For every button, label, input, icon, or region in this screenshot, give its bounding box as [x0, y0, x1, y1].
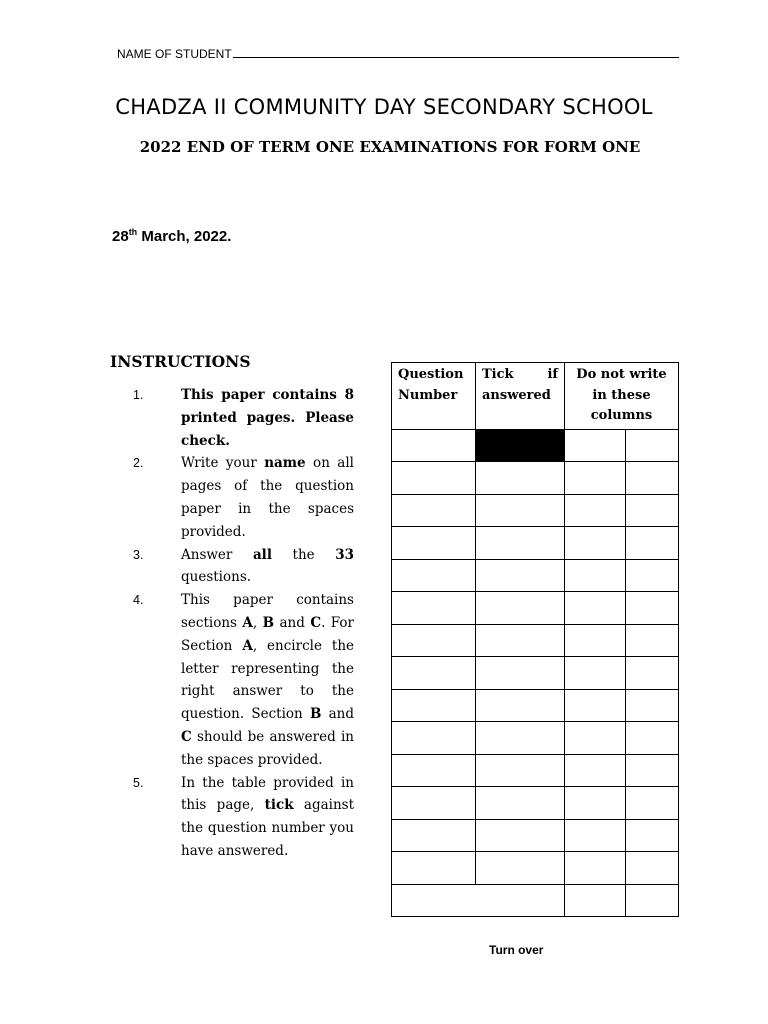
marker-cell-1	[565, 559, 626, 592]
tick-cell[interactable]	[476, 592, 565, 625]
tick-cell[interactable]	[476, 754, 565, 787]
question-number-cell[interactable]	[392, 429, 476, 462]
marker-cell-1	[565, 494, 626, 527]
marker-cell-1	[565, 819, 626, 852]
instruction-number: 4.	[133, 593, 144, 608]
table-row	[392, 624, 679, 657]
table-row	[392, 689, 679, 722]
question-number-cell[interactable]	[392, 592, 476, 625]
tick-cell[interactable]	[476, 787, 565, 820]
answer-table-body	[392, 429, 679, 917]
instructions-heading: INSTRUCTIONS	[110, 352, 251, 371]
marker-cell-1	[565, 754, 626, 787]
tick-cell[interactable]	[476, 722, 565, 755]
tick-header: Tick if answered	[476, 363, 565, 430]
total-cell	[392, 884, 565, 917]
table-row	[392, 722, 679, 755]
instructions-list	[112, 384, 354, 863]
tick-cell[interactable]	[476, 852, 565, 885]
date-suffix: th	[128, 227, 138, 237]
table-row	[392, 852, 679, 885]
instruction-number: 2.	[133, 456, 144, 471]
question-number-cell[interactable]	[392, 819, 476, 852]
table-row	[392, 559, 679, 592]
marker-cell-2	[626, 787, 679, 820]
marker-cell-1	[565, 884, 626, 917]
instruction-text: This paper contains 8 printed pages. Please check.	[181, 387, 354, 449]
marker-cell-1	[565, 722, 626, 755]
tick-cell[interactable]	[476, 689, 565, 722]
do-not-write-header: Do not write in these columns	[565, 363, 679, 430]
instruction-number: 3.	[133, 547, 144, 562]
marker-cell-1	[565, 462, 626, 495]
date-rest: March, 2022.	[137, 228, 232, 245]
marker-cell-1	[565, 429, 626, 462]
tick-cell[interactable]	[476, 559, 565, 592]
marker-cell-2	[626, 819, 679, 852]
instruction-text: In the table provided in this page, tick against the question number you have answered.	[181, 774, 354, 859]
tick-cell	[476, 429, 565, 462]
marker-cell-2	[626, 657, 679, 690]
marker-cell-2	[626, 429, 679, 462]
table-row	[392, 787, 679, 820]
date-day: 28	[112, 228, 129, 245]
question-number-cell[interactable]	[392, 689, 476, 722]
tick-cell[interactable]	[476, 657, 565, 690]
student-name-line	[117, 47, 679, 61]
instruction-text: Write your name on all pages of the question paper in the spaces provided.	[181, 455, 354, 540]
table-row	[392, 819, 679, 852]
question-number-cell[interactable]	[392, 527, 476, 560]
marker-cell-2	[626, 689, 679, 722]
marker-cell-2	[626, 527, 679, 560]
marker-cell-1	[565, 689, 626, 722]
marker-cell-1	[565, 527, 626, 560]
turn-over-note: Turn over	[489, 943, 544, 957]
tick-cell[interactable]	[476, 494, 565, 527]
tick-cell[interactable]	[476, 527, 565, 560]
tick-cell[interactable]	[476, 624, 565, 657]
table-header-row	[392, 363, 679, 430]
marker-cell-2	[626, 559, 679, 592]
instruction-item	[112, 589, 354, 771]
student-name-blank[interactable]	[233, 56, 679, 58]
instruction-number: 5.	[133, 775, 144, 790]
marker-cell-2	[626, 592, 679, 625]
question-number-cell[interactable]	[392, 852, 476, 885]
question-number-cell[interactable]	[392, 722, 476, 755]
table-row	[392, 462, 679, 495]
tick-cell[interactable]	[476, 819, 565, 852]
marker-cell-1	[565, 624, 626, 657]
school-title: CHADZA II COMMUNITY DAY SECONDARY SCHOOL	[115, 95, 653, 119]
marker-cell-1	[565, 787, 626, 820]
instruction-number: 1.	[133, 388, 144, 402]
instruction-text: Answer all the 33 questions.	[181, 546, 354, 586]
table-row	[392, 592, 679, 625]
question-number-cell[interactable]	[392, 657, 476, 690]
question-number-cell[interactable]	[392, 787, 476, 820]
instruction-item	[112, 772, 354, 863]
table-row	[392, 657, 679, 690]
marker-cell-2	[626, 624, 679, 657]
instruction-item	[112, 384, 354, 452]
question-number-cell[interactable]	[392, 754, 476, 787]
question-number-cell[interactable]	[392, 559, 476, 592]
exam-title: 2022 END OF TERM ONE EXAMINATIONS FOR FORM ONE	[139, 138, 641, 156]
question-number-header: Question Number	[392, 363, 476, 430]
marker-cell-1	[565, 592, 626, 625]
marker-cell-2	[626, 722, 679, 755]
instruction-item	[112, 452, 354, 543]
student-name-label: NAME OF STUDENT	[117, 47, 232, 61]
marker-cell-1	[565, 657, 626, 690]
table-row	[392, 527, 679, 560]
marker-cell-2	[626, 754, 679, 787]
table-row	[392, 429, 679, 462]
question-number-cell[interactable]	[392, 624, 476, 657]
instruction-text: This paper contains sections A, B and C. For Section A, encircle the letter representing the right answer to the question. Section B and C should be answered in the spaces provided.	[181, 592, 355, 768]
question-number-cell[interactable]	[392, 494, 476, 527]
marker-cell-2	[626, 462, 679, 495]
table-row	[392, 754, 679, 787]
marker-cell-2	[626, 884, 679, 917]
instruction-item	[112, 544, 354, 590]
exam-date	[112, 227, 231, 245]
marker-cell-2	[626, 852, 679, 885]
marker-cell-1	[565, 852, 626, 885]
question-number-cell[interactable]	[392, 462, 476, 495]
tick-cell[interactable]	[476, 462, 565, 495]
table-total-row	[392, 884, 679, 917]
table-row	[392, 494, 679, 527]
answer-tick-table	[391, 362, 679, 917]
marker-cell-2	[626, 494, 679, 527]
